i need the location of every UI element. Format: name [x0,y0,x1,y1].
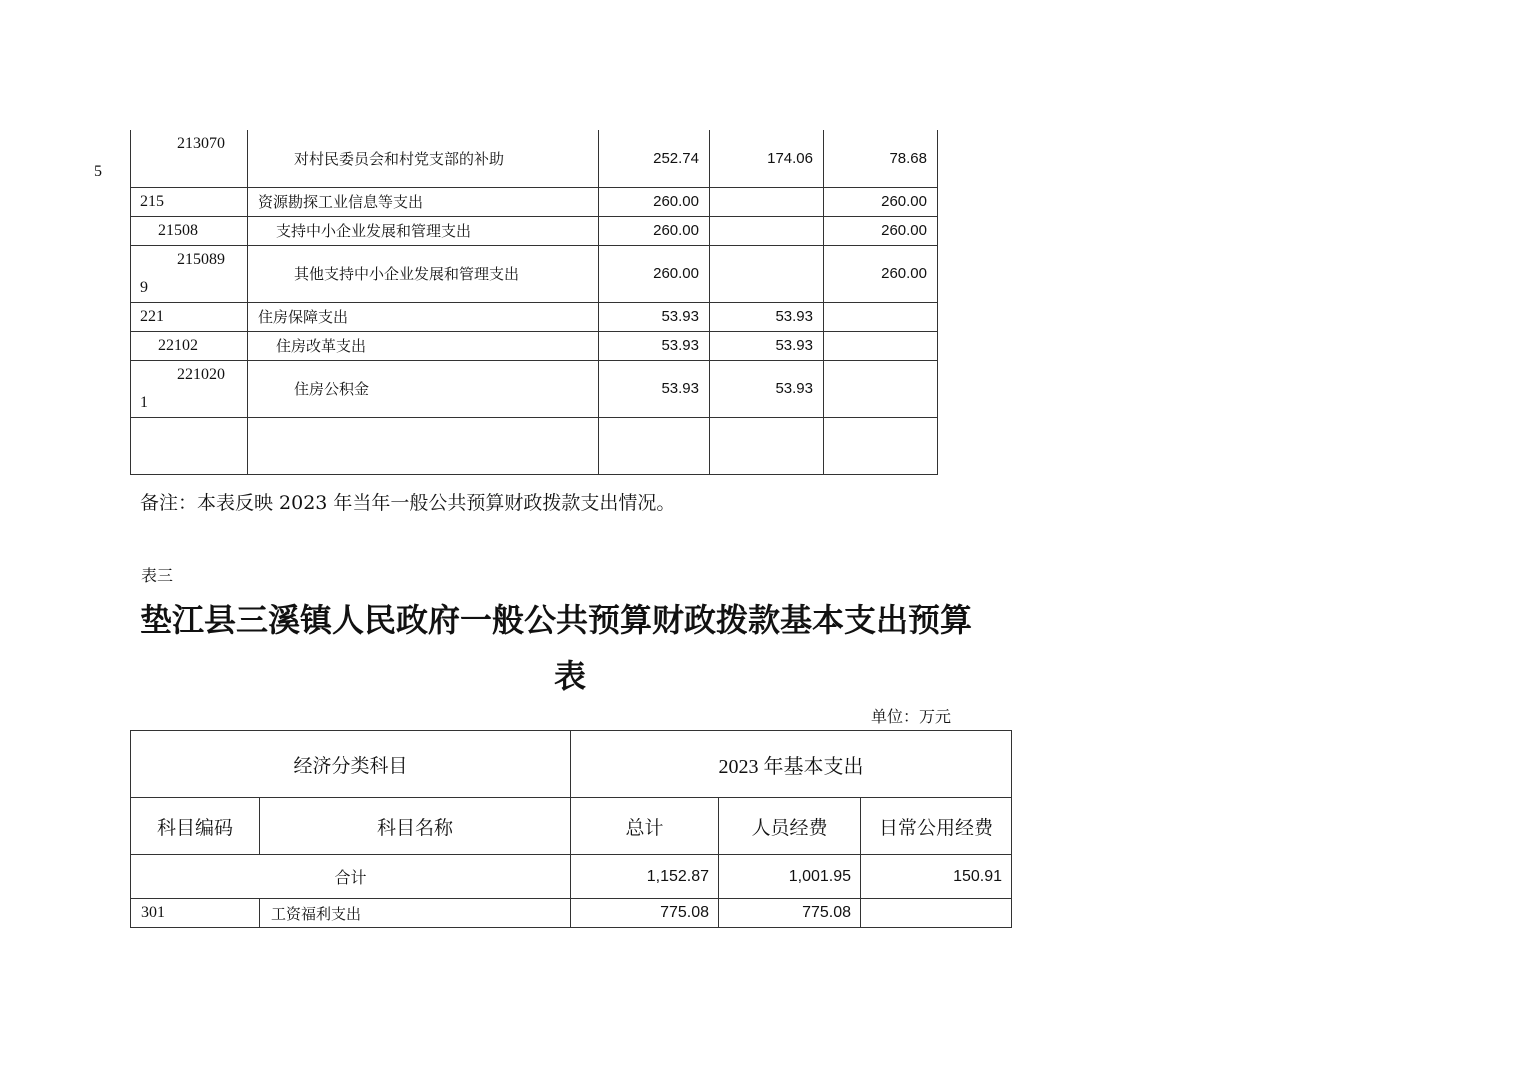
personnel-value: 174.06 [710,130,824,187]
table-row [131,331,938,360]
header-basic-expenditure: 2023 年基本支出 [571,731,1012,798]
unit-label: 单位：万元 [871,707,952,726]
table-row [131,130,938,187]
public-value [861,899,1012,928]
subject-code: 301 [131,899,260,928]
personnel-value: 775.08 [719,899,861,928]
total-value: 53.93 [599,302,710,331]
public-value [824,302,938,331]
subject-name: 对村民委员会和村党支部的补助 [248,130,599,187]
basic-expenditure-table [130,730,1012,928]
subject-code: 221020 1 [131,360,248,417]
title-line-2: 表 [553,657,586,695]
table-note: 备注：本表反映 2023 年当年一般公共预算财政拨款支出情况。 [140,492,676,514]
public-value: 260.00 [824,187,938,216]
total-value: 260.00 [599,187,710,216]
subject-name: 住房改革支出 [248,331,599,360]
table-row [131,187,938,216]
table-label: 表三 [141,566,174,585]
total-label: 合计 [131,855,571,899]
public-value: 260.00 [824,245,938,302]
total-value: 53.93 [599,360,710,417]
personnel-value: 1,001.95 [719,855,861,899]
header-public: 日常公用经费 [861,798,1012,855]
header-total: 总计 [571,798,719,855]
personnel-value [710,187,824,216]
total-value: 252.74 [599,130,710,187]
subject-name: 住房保障支出 [248,302,599,331]
public-value: 260.00 [824,216,938,245]
subject-name: 其他支持中小企业发展和管理支出 [248,245,599,302]
subject-code: 215 [131,187,248,216]
table-row [131,899,1012,928]
header-group-row [131,731,1012,798]
total-row [131,855,1012,899]
subject-code: 21508 [131,216,248,245]
header-subject-code: 科目编码 [131,798,260,855]
page-title [140,592,1000,704]
subject-name: 支持中小企业发展和管理支出 [248,216,599,245]
total-value: 1,152.87 [571,855,719,899]
personnel-value [710,245,824,302]
subject-name: 资源勘探工业信息等支出 [248,187,599,216]
table-row [131,245,938,302]
table-row [131,216,938,245]
subject-code: 215089 9 [131,245,248,302]
header-economic-category: 经济分类科目 [131,731,571,798]
personnel-value: 53.93 [710,331,824,360]
header-row [131,798,1012,855]
public-value [824,331,938,360]
subject-code: 22102 [131,331,248,360]
public-value: 150.91 [861,855,1012,899]
table-row [131,302,938,331]
personnel-value [710,216,824,245]
header-personnel: 人员经费 [719,798,861,855]
subject-code: 221 [131,302,248,331]
public-value [824,360,938,417]
total-value: 260.00 [599,245,710,302]
empty-row [131,417,938,474]
header-subject-name: 科目名称 [260,798,571,855]
total-value: 775.08 [571,899,719,928]
personnel-value: 53.93 [710,360,824,417]
table-row [131,360,938,417]
expenditure-table-continued [94,130,938,475]
title-line-1: 垫江县三溪镇人民政府一般公共预算财政拨款基本支出预算 [140,601,973,639]
subject-name: 工资福利支出 [260,899,571,928]
subject-code: 213070 5 [131,130,248,187]
subject-name: 住房公积金 [248,360,599,417]
public-value: 78.68 [824,130,938,187]
personnel-value: 53.93 [710,302,824,331]
total-value: 53.93 [599,331,710,360]
total-value: 260.00 [599,216,710,245]
